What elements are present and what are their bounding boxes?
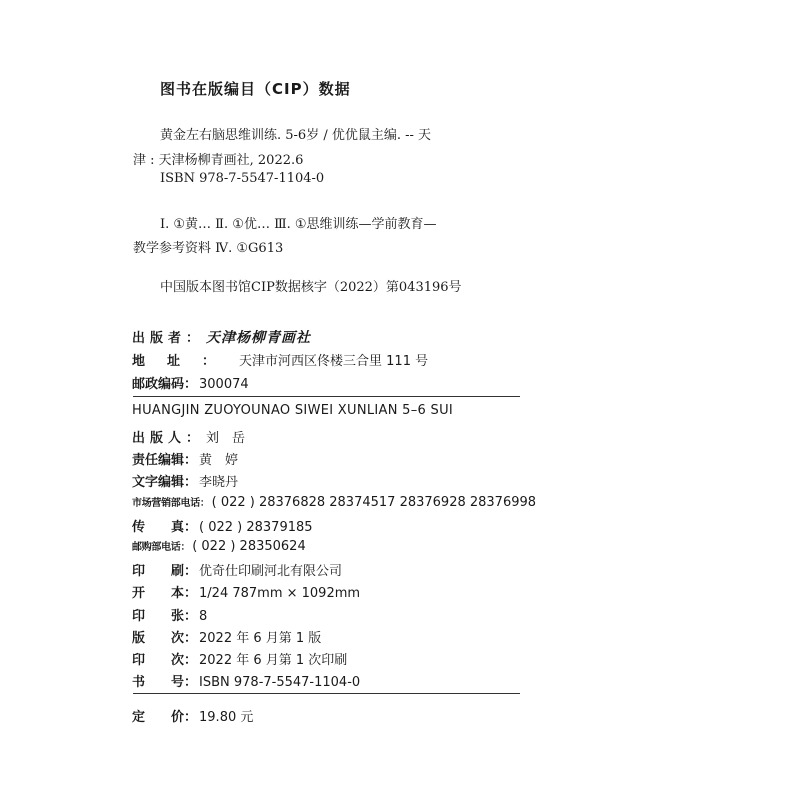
publisher-row — [132, 327, 311, 347]
detail-label: 文字编辑： — [132, 475, 198, 491]
price-label: 定 价： — [132, 710, 198, 725]
detail-value: ( 022 ) 28350624 — [192, 539, 306, 554]
detail-row — [132, 427, 245, 446]
detail-row — [132, 605, 207, 624]
postcode-label: 邮政编码： — [132, 377, 198, 392]
address-value: 天津市河西区佟楼三合里 111 号 — [239, 354, 429, 369]
pinyin-title: HUANGJIN ZUOYOUNAO SIWEI XUNLIAN 5–6 SUI — [132, 403, 454, 418]
detail-row — [132, 649, 347, 668]
price-value: 19.80 元 — [199, 710, 254, 725]
detail-row — [132, 494, 536, 510]
cip-heading: 图书在版编目（CIP）数据 — [160, 80, 351, 98]
detail-value: 优奇仕印刷河北有限公司 — [199, 564, 343, 580]
detail-label: 邮购部电话： — [132, 542, 191, 553]
cip-subject-line: Ⅰ. ①黄… Ⅱ. ①优… Ⅲ. ①思维训练—学前教育— — [160, 217, 437, 232]
detail-row — [132, 582, 360, 601]
postcode-value: 300074 — [199, 377, 249, 392]
detail-value: 8 — [199, 608, 208, 624]
detail-row — [132, 671, 360, 690]
cip-title-line: 黄金左右脑思维训练. 5-6岁 / 优优鼠主编. -- 天 — [160, 128, 432, 143]
address-label: 地址： — [132, 354, 238, 369]
cip-classification-line: 教学参考资料 Ⅳ. ①G613 — [133, 241, 284, 256]
detail-label: 出版人： — [132, 431, 205, 446]
detail-value: 2022 年 6 月第 1 版 — [199, 630, 322, 646]
postcode-row — [132, 373, 249, 392]
detail-label: 书 号： — [132, 675, 198, 691]
detail-value: 李晓丹 — [199, 475, 239, 491]
detail-label: 印 张： — [132, 608, 198, 624]
detail-value: 1/24 787mm × 1092mm — [199, 586, 361, 602]
detail-row — [132, 449, 238, 468]
detail-label: 印 刷： — [132, 564, 198, 580]
detail-row — [132, 538, 306, 554]
detail-value: ( 022 ) 28379185 — [199, 519, 313, 535]
address-row — [132, 350, 428, 369]
divider-top — [133, 396, 520, 397]
detail-row — [132, 560, 342, 579]
detail-value: ISBN 978-7-5547-1104-0 — [199, 675, 361, 691]
price-row — [132, 706, 253, 725]
cip-isbn-line: ISBN 978-7-5547-1104-0 — [160, 171, 325, 186]
detail-value: ( 022 ) 28376828 28374517 28376928 28376998 — [211, 494, 537, 510]
divider-bottom — [133, 693, 520, 694]
detail-label: 市场营销部电话： — [132, 497, 210, 509]
detail-label: 印 次： — [132, 653, 198, 668]
cip-approval-number: 中国版本图书馆CIP数据核字（2022）第043196号 — [160, 280, 462, 295]
detail-row — [132, 516, 313, 535]
detail-value: 2022 年 6 月第 1 次印刷 — [199, 653, 348, 668]
detail-label: 开 本： — [132, 586, 198, 602]
detail-value: 黄 婷 — [199, 453, 239, 469]
publisher-label: 出版者： — [132, 331, 205, 346]
cip-publisher-line: 津 : 天津杨柳青画社, 2022.6 — [133, 153, 304, 168]
detail-label: 责任编辑： — [132, 453, 198, 469]
detail-label: 版 次： — [132, 630, 198, 646]
publisher-logo-text: 天津杨柳青画社 — [206, 330, 312, 346]
detail-value: 刘 岳 — [206, 431, 246, 446]
detail-row — [132, 471, 238, 490]
detail-row — [132, 627, 321, 646]
detail-label: 传 真： — [132, 519, 198, 535]
